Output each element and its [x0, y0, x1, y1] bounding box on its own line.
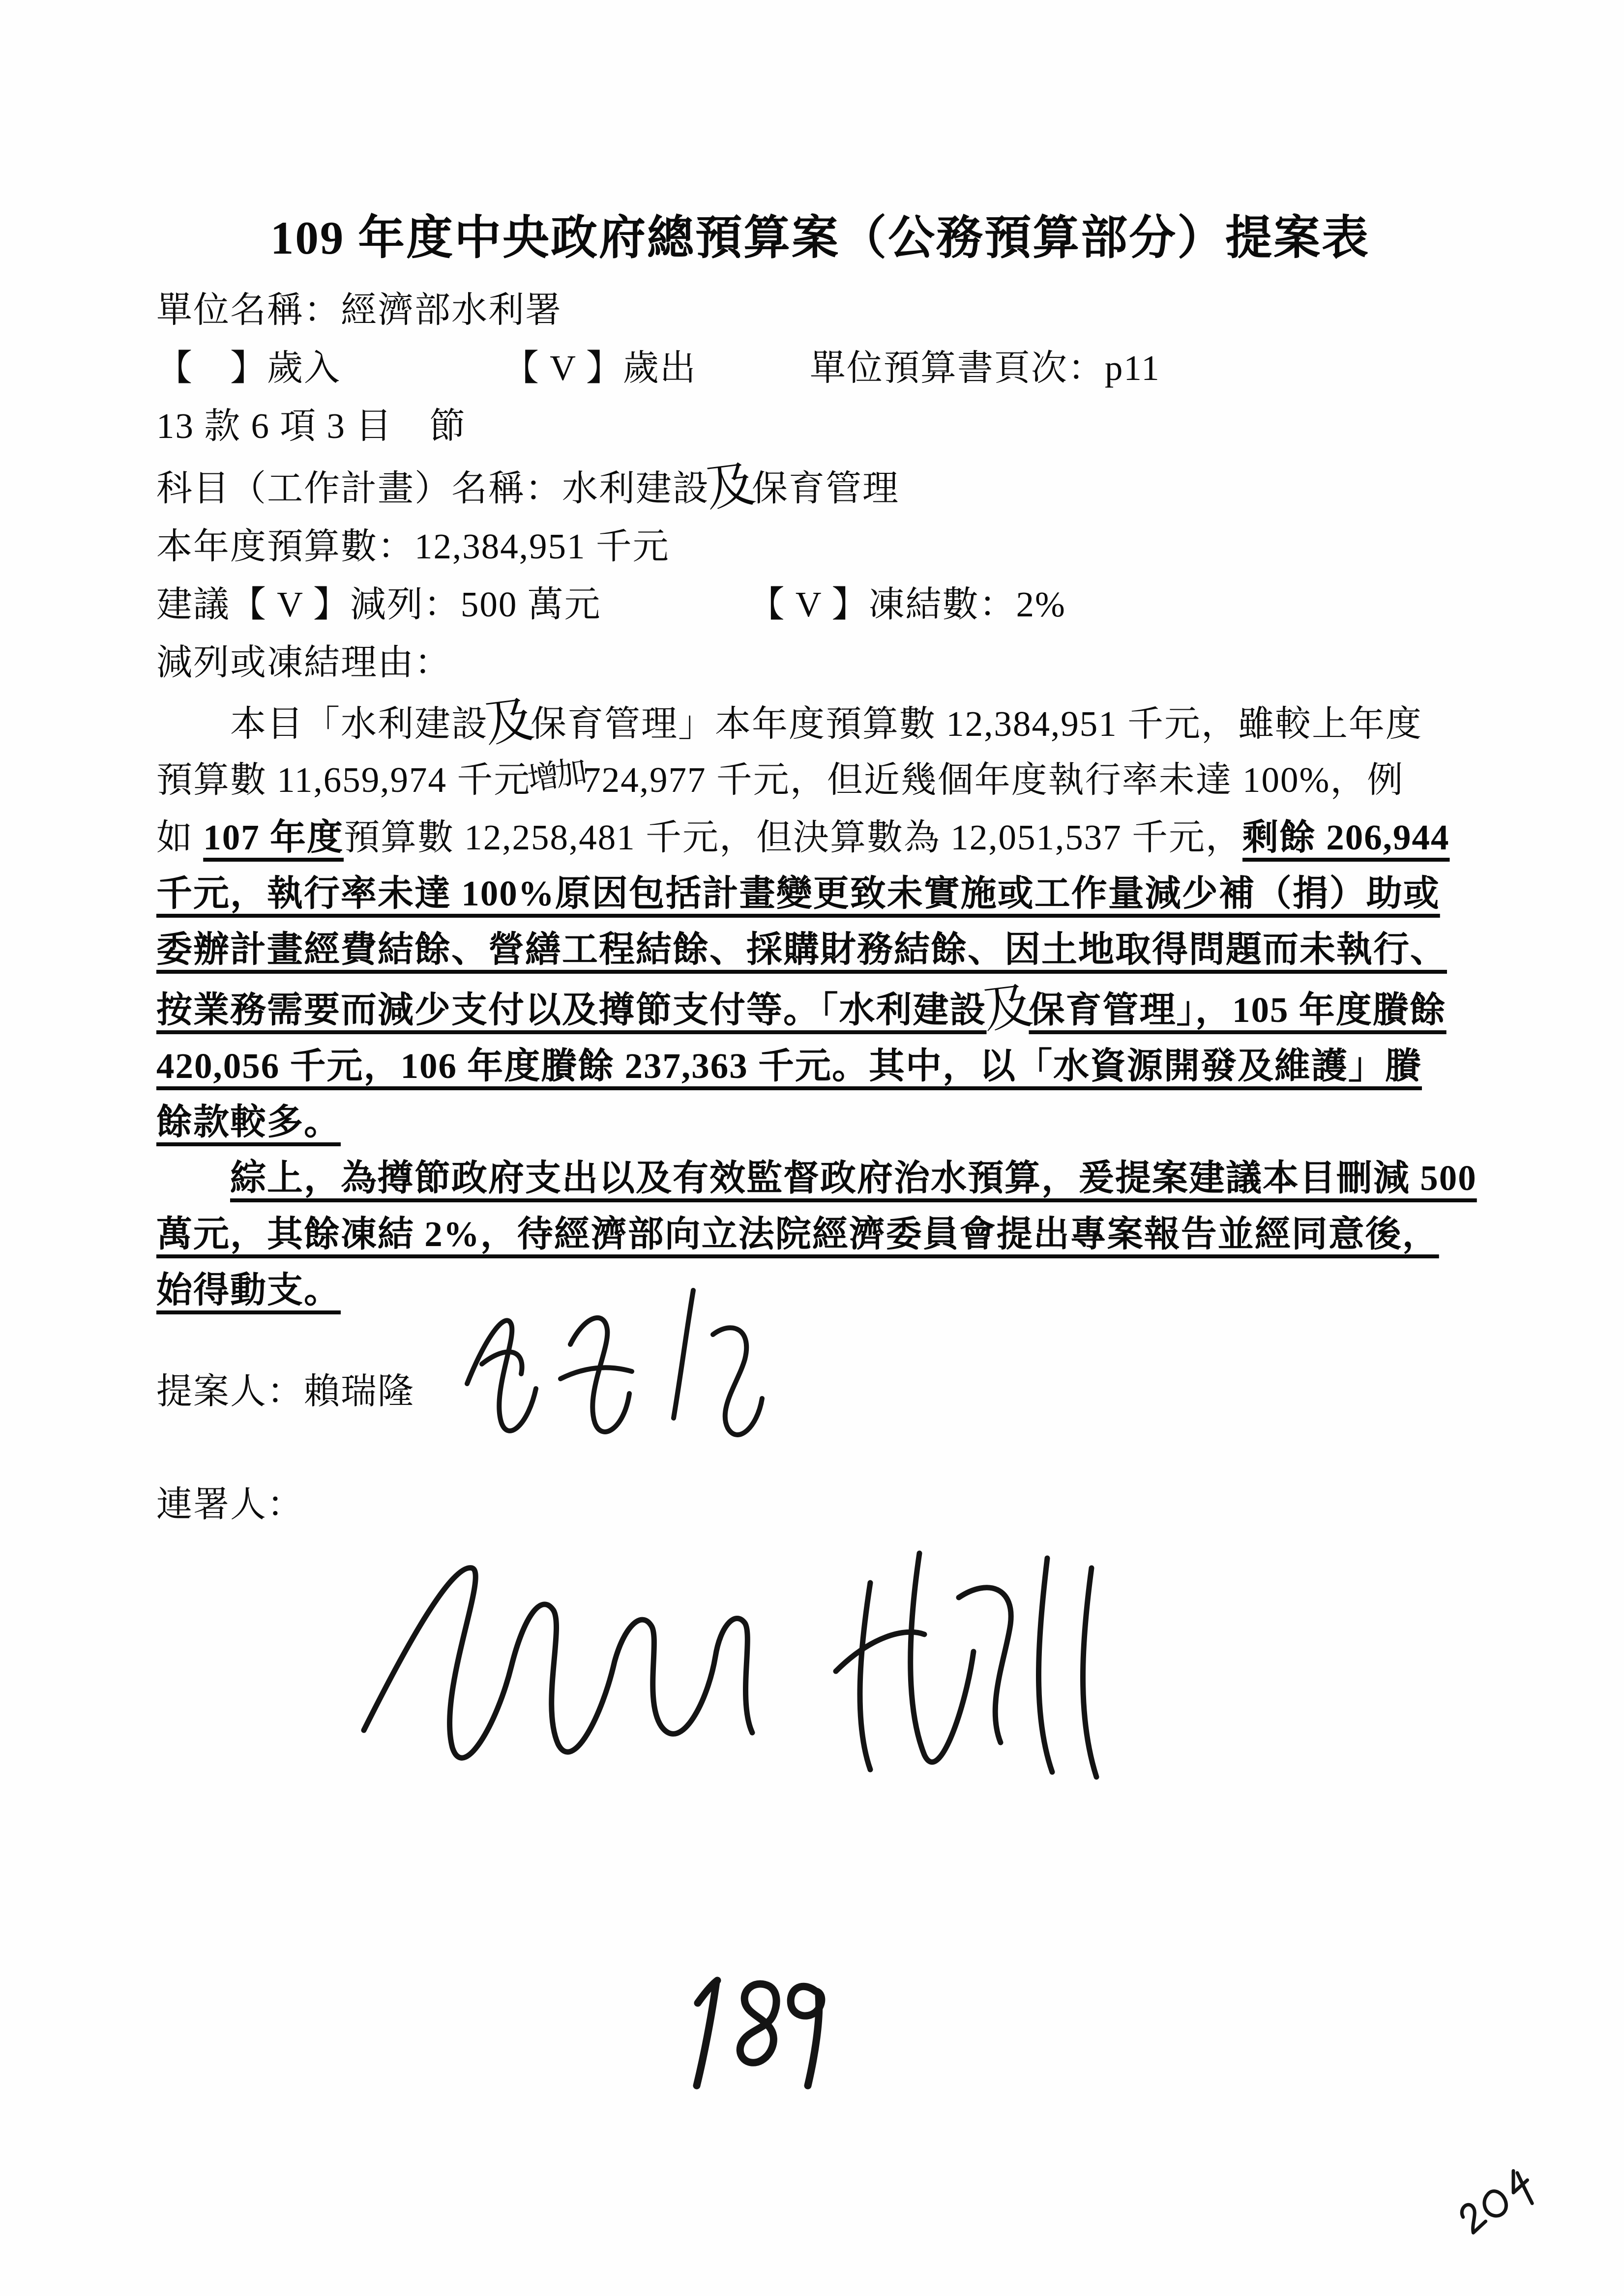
handwritten-char-ji: 及 — [979, 978, 1036, 1039]
field-classification: 13 款 6 項 3 目 節 — [156, 406, 467, 446]
p2l3-emphasis: 始得動支。 — [156, 1270, 341, 1310]
p1l2-text-a: 預算數 11,659,974 千元 — [156, 760, 531, 800]
p1l3-emphasis-107: 107 年度 — [203, 817, 344, 857]
reason-paragraph1-line4 — [156, 866, 1484, 922]
p1l3-text-b: 預算數 12,258,481 千元，但決算數為 12,051,537 千元， — [344, 817, 1242, 857]
revenue-checkbox: 【 】歲入 — [156, 348, 341, 388]
proposer-signature-scribble — [438, 1266, 782, 1472]
reason-paragraph1-line6 — [156, 978, 1484, 1038]
reason-paragraph2-line1 — [156, 1150, 1484, 1206]
p1l1-text-b: 保育管理」本年度預算數 12,384,951 千元，雖較上年度 — [531, 704, 1422, 744]
p1l2-text-b: 724,977 千元，但近幾個年度執行率未達 100%，例 — [583, 760, 1404, 800]
reason-paragraph1-line3 — [156, 810, 1484, 866]
reason-paragraph1-line8 — [156, 1094, 1484, 1150]
p1l6-emphasis — [156, 978, 1447, 1039]
reason-label: 減列或凍結理由： — [156, 642, 451, 682]
budget-book-page: 單位預算書頁次：p11 — [809, 348, 1160, 388]
handwritten-word-zengjia: 增加 — [525, 754, 587, 797]
reason-paragraph1-line7 — [156, 1038, 1484, 1094]
reason-paragraph2-line2 — [156, 1206, 1484, 1262]
handwritten-char-ji: 及 — [481, 692, 538, 753]
cut-proposal: 建議【 V 】減列：500 萬元 — [156, 584, 601, 624]
proposer-label: 提案人：賴瑞隆 — [156, 1371, 414, 1411]
proposer-row — [156, 1364, 1484, 1420]
cosigner-signatures-scribble — [334, 1494, 1170, 1819]
field-proposal-row — [156, 576, 1484, 634]
expenditure-checkbox: 【 V 】歲出 — [503, 348, 697, 388]
freeze-proposal: 【 V 】凍結數：2% — [748, 584, 1066, 624]
p2l2-emphasis: 萬元，其餘凍結 2%，待經濟部向立法院經濟委員會提出專案報告並經同意後， — [156, 1214, 1439, 1254]
handwritten-page-number-center — [666, 1959, 853, 2106]
field-unit-name: 單位名稱：經濟部水利署 — [156, 290, 562, 330]
field-current-budget: 本年度預算數：12,384,951 千元 — [156, 526, 670, 566]
p1l3-emphasis-remainder: 剩餘 206,944 — [1242, 817, 1450, 857]
reason-paragraph1-line1 — [156, 692, 1484, 752]
p2l1-emphasis: 綜上，為撙節政府支出以及有效監督政府治水預算，爰提案建議本目刪減 500 — [230, 1158, 1477, 1198]
handwritten-char-ji: 及 — [703, 457, 760, 517]
p1l4-emphasis: 千元，執行率未達 100%原因包括計畫變更致未實施或工作量減少補（捐）助或 — [156, 873, 1440, 913]
field-subject — [156, 455, 1484, 518]
document-title: 109 年度中央政府總預算案（公務預算部分）提案表 — [270, 212, 1370, 264]
p1l7-emphasis: 420,056 千元，106 年度賸餘 237,363 千元。其中，以「水資源開發及維護」賸 — [156, 1046, 1422, 1086]
handwritten-page-number-corner — [1441, 2147, 1564, 2258]
document-content — [156, 201, 1484, 1533]
reason-paragraph1-line5 — [156, 922, 1484, 978]
reason-paragraph2-line3 — [156, 1262, 1484, 1318]
p1l3-text-a: 如 — [156, 817, 204, 857]
p1l5-emphasis: 委辦計畫經費結餘、營繕工程結餘、採購財務結餘、因土地取得問題而未執行、 — [156, 930, 1447, 969]
field-checkbox-row — [156, 339, 1484, 397]
reason-paragraph1-line2 — [156, 752, 1484, 810]
cosigner-label: 連署人： — [156, 1484, 304, 1524]
subject-text-before: 科目（工作計畫）名稱：水利建設 — [156, 468, 709, 508]
subject-text-after: 保育管理 — [752, 468, 899, 508]
p1l8-emphasis: 餘款較多。 — [156, 1102, 341, 1142]
p1l6-text-b: 保育管理」，105 年度賸餘 — [1029, 990, 1447, 1030]
p1l1-text-a: 本目「水利建設 — [230, 704, 488, 744]
p1l6-text-a: 按業務需要而減少支付以及撙節支付等。「水利建設 — [156, 990, 987, 1030]
